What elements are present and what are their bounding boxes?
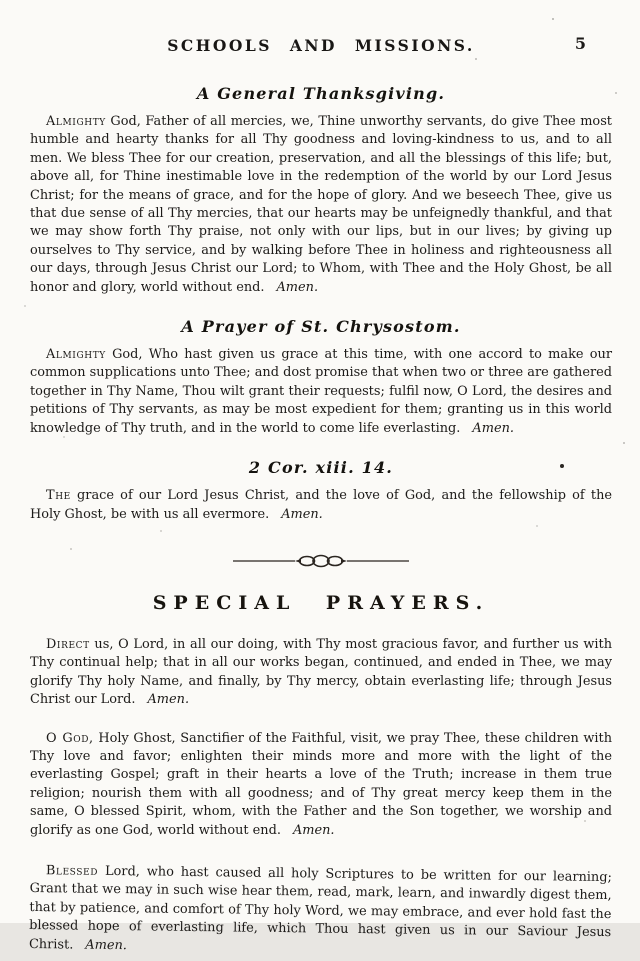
section-heading-general-thanksgiving: A General Thanksgiving. (196, 84, 446, 103)
amen-text: Amen. (472, 420, 514, 436)
amen-text: Amen. (85, 937, 127, 953)
prayer-body-text: Holy Ghost, Sanctifier of the Faithful, visit, we pray Thee, these children with Thy love and favor; enlighten their minds more and more with the light of the everlasting Gospel; graft in their hearts a love of the Truth; increase in them true religion; nourish them with all goodness; and of Thy great mercy keep them in the same, O blessed Spirit, whom, with the Father and the Son together, we worship and glorify as one God, world without end. (30, 730, 613, 838)
special-prayer-holy-ghost (30, 730, 612, 840)
prayer-body-text: God, Father of all mercies, we, Thine unworthy servants, do give Thee most humble and hearty thanks for all Thy goodness and loving-kindness to us, and to all men. We bless Thee for our creation, preservation, and all the blessings of this life; but, above all, for Thine inestimable love in the redemption of the world by our Lord Jesus Christ; for the means of grace, and for the hope of glory. And we beseech Thee, give us that due sense of all Thy mercies, that our hearts may be unfeignedly thankful, and that we may show forth Thy praise, not only with our lips, but in our lives; by giving up ourselves to Thy service, and by walking before Thee in holiness and righteousness all our days, through Jesus Christ our Lord; to Whom, with Thee and the Holy Ghost, be all honor and glory, world without end. (30, 114, 612, 295)
prayer-general-thanksgiving (30, 113, 612, 297)
prayer-lead-word: The (46, 488, 71, 504)
prayer-lead-word: Blessed (45, 863, 99, 879)
prayer-2-cor (30, 487, 612, 524)
running-title: SCHOOLS AND MISSIONS. (167, 36, 475, 55)
special-prayers-heading: SPECIAL PRAYERS. (152, 591, 490, 614)
chain-ornament-icon (231, 552, 411, 570)
prayer-lead-word: Direct (46, 636, 90, 652)
prayer-body-text: God, Who hast given us grace at this time, with one accord to make our common supplications unto Thee; and dost promise that when two or three are gathered together in Thy Name, Thou wilt grant their requests; fulfil now, O Lord, the desires and petitions of Thy servants, as may be most expedient for them; granting us in this world knowledge of Thy truth, and in the world to come life everlasting. (30, 347, 612, 436)
prayer-st-chrysostom (30, 346, 612, 438)
prayer-body-text: grace of our Lord Jesus Christ, and the love of God, and the fellowship of the Holy Ghost, be with us all evermore. (30, 488, 612, 522)
section-heading-st-chrysostom: A Prayer of St. Chrysostom. (181, 317, 461, 337)
amen-text: Amen. (281, 506, 323, 522)
prayer-body-text: us, O Lord, in all our doing, with Thy most gracious favor, and further us with Thy continual help; that in all our works began, continued, and ended in Thee, we may glorify Thy holy Name, and finally, by Thy mercy, obtain everlasting life; through Jesus Christ our Lord. (30, 636, 612, 708)
page-number: 5 (574, 34, 586, 53)
amen-text: Amen. (276, 279, 319, 295)
scan-noise (0, 0, 2, 2)
amen-text: Amen. (147, 692, 190, 708)
special-prayer-blessed-lord (29, 862, 612, 961)
prayer-lead-word: Almighty (46, 347, 106, 363)
prayer-body-text: Lord, who hast caused all holy Scriptures to be written for our learning; Grant that we may in such wise hear them, read, mark, learn, and inwardly digest them, that by patience, and comfort of Thy holy Word, we may embrace, and ever hold fast the blessed hope of everlasting life, which Thou hast given us in our Saviour Jesus Christ. (28, 863, 612, 953)
special-prayer-direct-us (30, 636, 612, 710)
section-heading-2-cor: 2 Cor. xiii. 14. (248, 458, 394, 478)
running-header (30, 36, 612, 58)
prayer-lead-word: O God, (46, 730, 94, 746)
amen-text: Amen. (292, 822, 335, 838)
prayer-lead-word: Almighty (46, 114, 106, 129)
section-divider (231, 552, 411, 570)
